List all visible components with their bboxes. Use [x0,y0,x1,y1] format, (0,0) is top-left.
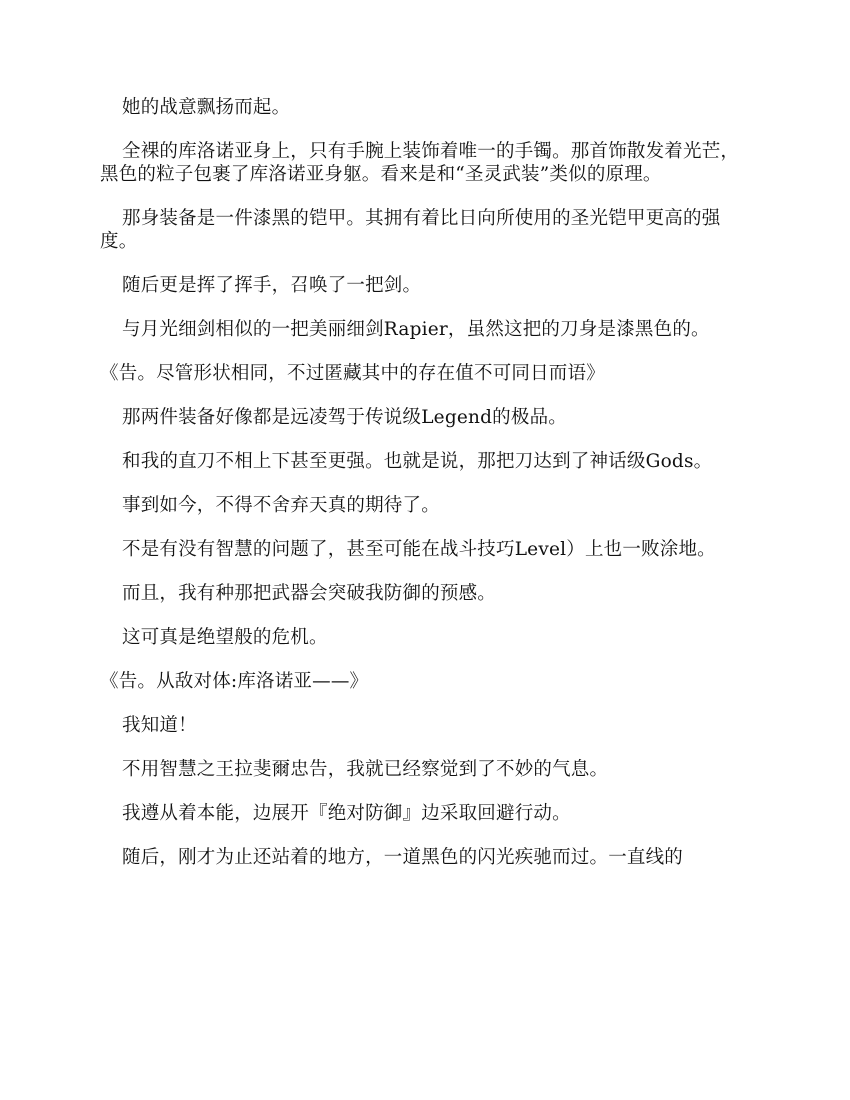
paragraph: 全裸的库洛诺亚身上，只有手腕上装饰着唯一的手镯。那首饰散发着光芒，黑色的粒子包裹了库洛诺亚身躯。看来是和“圣灵武装”类似的原理。 [100,141,740,185]
paragraph: 事到如今，不得不舍弃天真的期待了。 [122,495,440,516]
paragraph: 不是有没有智慧的问题了，甚至可能在战斗技巧Level）上也一败涂地。 [122,539,716,560]
document-page [100,96,750,890]
paragraph: 《告。尽管形状相同，不过匿藏其中的存在值不可同日而语》 [100,363,605,384]
paragraph: 我遵从着本能，边展开『绝对防御』边采取回避行动。 [122,803,571,824]
paragraph: 与月光细剑相似的一把美丽细剑Rapier，虽然这把的刀身是漆黑色的。 [122,319,710,340]
paragraph: 不用智慧之王拉斐爾忠告，我就已经察觉到了不妙的气息。 [122,759,609,780]
paragraph: 随后，刚才为止还站着的地方，一道黑色的闪光疾驰而过。一直线的 [122,847,684,868]
paragraph: 这可真是绝望般的危机。 [122,627,328,648]
paragraph: 我知道！ [122,715,197,736]
paragraph: 那身装备是一件漆黑的铠甲。其拥有着比日向所使用的圣光铠甲更高的强度。 [100,208,721,252]
paragraph: 而且，我有种那把武器会突破我防御的预感。 [122,583,497,604]
paragraph: 那两件装备好像都是远凌驾于传说级Legend的极品。 [122,407,567,428]
paragraph: 她的战意飘扬而起。 [122,97,291,118]
paragraph: 随后更是挥了挥手，召唤了一把剑。 [122,275,422,296]
paragraph: 《告。从敌对体:库洛诺亚——》 [100,671,369,692]
paragraph: 和我的直刀不相上下甚至更强。也就是说，那把刀达到了神话级Gods。 [122,451,713,472]
